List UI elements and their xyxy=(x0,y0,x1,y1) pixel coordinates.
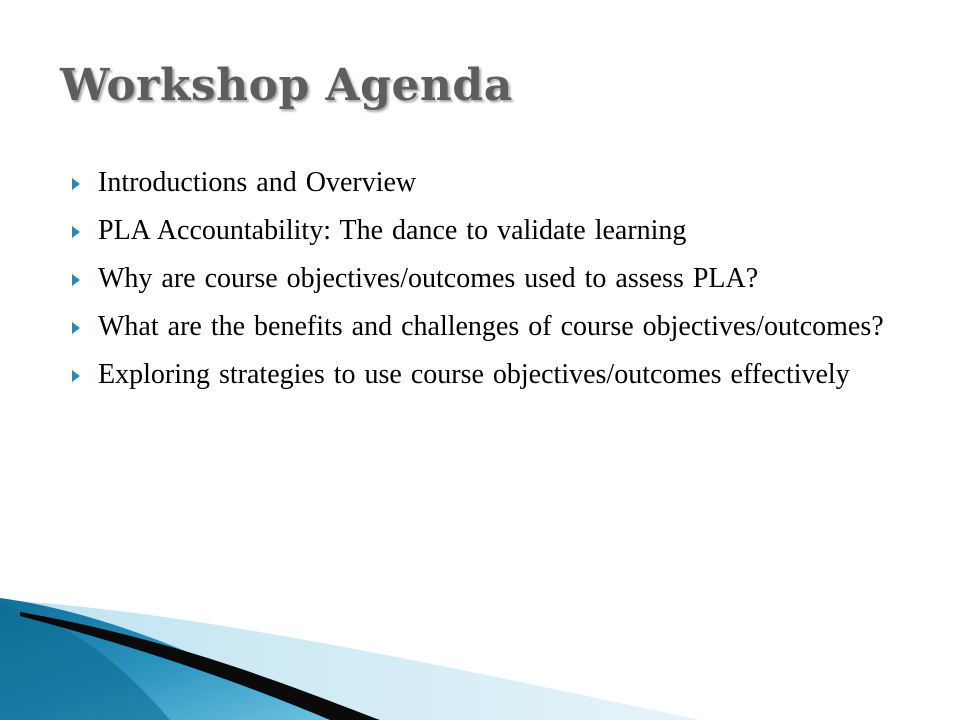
agenda-item xyxy=(68,260,908,298)
agenda-item xyxy=(68,356,908,394)
triangle-right-icon xyxy=(72,322,80,334)
triangle-right-icon xyxy=(72,274,80,286)
agenda-item xyxy=(68,308,908,346)
triangle-right-icon xyxy=(72,178,80,190)
triangle-right-icon xyxy=(72,226,80,238)
agenda-item-text: PLA Accountability: The dance to validate learning xyxy=(98,215,687,246)
slide-title: Workshop Agenda xyxy=(60,60,513,111)
agenda-list xyxy=(68,164,908,404)
agenda-item xyxy=(68,164,908,202)
agenda-item xyxy=(68,212,908,250)
agenda-item-text: What are the benefits and challenges of course objectives/outcomes? xyxy=(98,311,884,342)
agenda-item-text: Why are course objectives/outcomes used to assess PLA? xyxy=(98,263,759,294)
triangle-right-icon xyxy=(72,370,80,382)
agenda-item-text: Introductions and Overview xyxy=(98,167,417,198)
agenda-item-text: Exploring strategies to use course objectives/outcomes effectively xyxy=(98,359,850,390)
